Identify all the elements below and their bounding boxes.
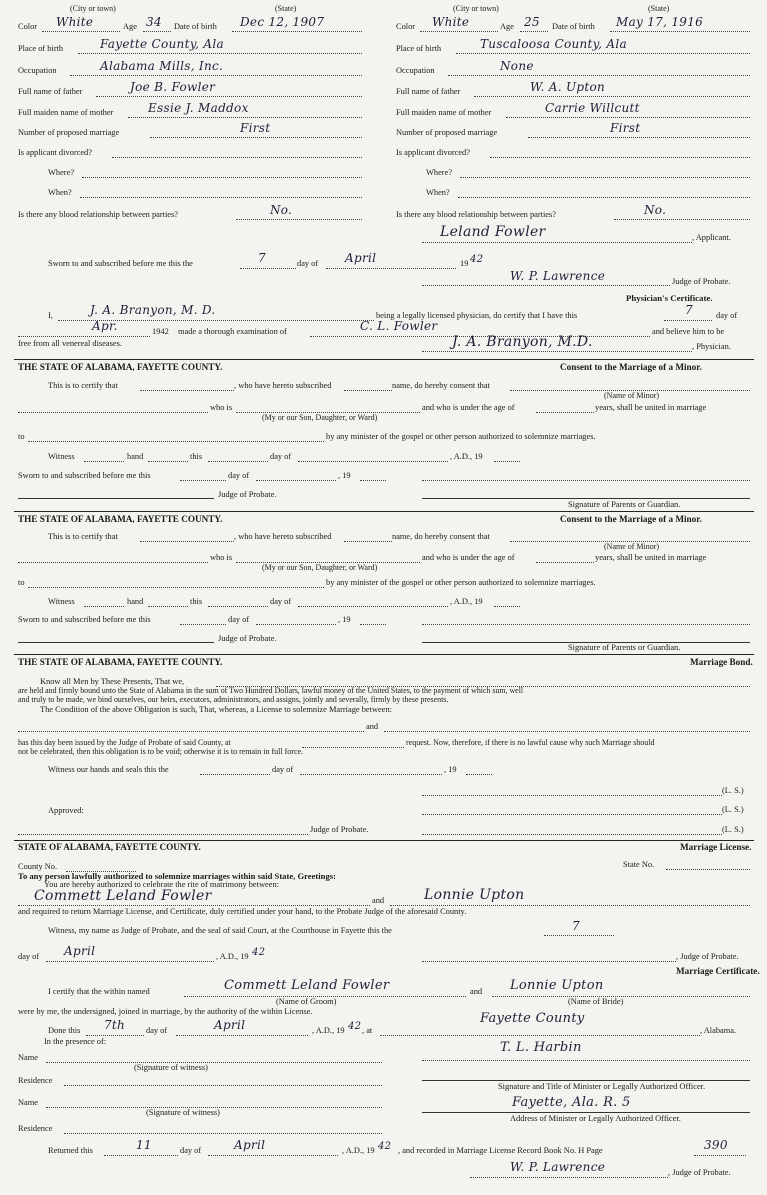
bond-title: Marriage Bond. (690, 657, 753, 667)
physician-sig-label: , Physician. (692, 342, 731, 351)
consent2-l3a: to (18, 578, 25, 587)
groom-blood: No. (270, 203, 293, 217)
consent2-day-of: day of (270, 597, 292, 606)
consent1-l2b: and who is under the age of (422, 403, 515, 412)
physician-day-of: day of (716, 311, 738, 320)
consent2-l1c: name, do hereby consent that (392, 532, 490, 541)
consent2-judge: Judge of Probate. (218, 634, 277, 643)
consent1-19: , 19 (338, 471, 351, 480)
bride-age-label: Age (500, 22, 514, 31)
certificate-witness-caption-2: (Signature of witness) (146, 1108, 220, 1117)
judge-signature-bottom: W. P. Lawrence (510, 1160, 606, 1174)
groom-color-label: Color (18, 22, 38, 31)
certificate-groom-caption: (Name of Groom) (276, 997, 337, 1006)
consent2-l3b: by any minister of the gospel or other person authorized to solemnize marriages. (326, 578, 596, 587)
physician-name: J. A. Branyon, M. D. (90, 303, 216, 317)
bond-p4: The Condition of the above Obligation is such, That, whereas, a License to solemnize Marriage between: (40, 705, 392, 714)
physician-patient: C. L. Fowler (360, 319, 438, 333)
bride-divorced-label: Is applicant divorced? (396, 148, 470, 157)
bond-p3: and truly to be made, we bind ourselves, our heirs, executors, administrators, and assigns, jointly and severally, firmly by these presents. (18, 695, 449, 704)
sworn-year: 42 (470, 254, 484, 265)
bride-where-label: Where? (426, 168, 453, 177)
col-head-city-left: (City or town) (70, 4, 116, 13)
bond-ls-3: (L. S.) (722, 825, 744, 834)
certificate-bride: Lonnie Upton (510, 978, 604, 993)
license-month: April (64, 944, 96, 958)
physician-title: Physician's Certificate. (626, 293, 713, 303)
bond-state: THE STATE OF ALABAMA, FAYETTE COUNTY. (18, 657, 223, 667)
certificate-l1: I certify that the within named (48, 987, 150, 996)
license-l4: Witness, my name as Judge of Probate, and the seal of said Court, at the Courthouse in Fayette this the (48, 926, 392, 935)
consent2-sworn: Sworn to and subscribed before me this (18, 615, 151, 624)
consent2-l1a: This is to certify that (48, 532, 118, 541)
consent2-witness: Witness (48, 597, 75, 606)
consent1-day-of-2: day of (228, 471, 250, 480)
consent1-l2a: who is (210, 403, 233, 412)
consent2-sig-label: Signature of Parents or Guardian. (568, 643, 681, 652)
certificate-ad: , A.D., 19 (312, 1026, 345, 1035)
certificate-residence-2: Residence (18, 1124, 53, 1133)
certificate-and: and (470, 987, 483, 996)
certificate-groom: Commett Leland Fowler (224, 978, 390, 993)
bride-birthplace-label: Place of birth (396, 44, 442, 53)
bride-father: W. A. Upton (530, 80, 606, 94)
license-state: STATE OF ALABAMA, FAYETTE COUNTY. (18, 842, 201, 852)
sworn-day: 7 (258, 251, 266, 265)
groom-age-label: Age (123, 22, 137, 31)
physician-day: 7 (685, 303, 693, 317)
physician-text3: and believe him to be (652, 327, 725, 336)
returned-year: 42 (378, 1141, 392, 1152)
groom-marriage-no-label: Number of proposed marriage (18, 128, 120, 137)
certificate-at: , at (362, 1026, 373, 1035)
groom-mother-label: Full maiden name of mother (18, 108, 114, 117)
groom-father: Joe B. Fowler (130, 80, 216, 94)
consent1-state: THE STATE OF ALABAMA, FAYETTE COUNTY. (18, 362, 223, 372)
returned-label: Returned this (48, 1146, 93, 1155)
judge-signature-top: W. P. Lawrence (510, 269, 606, 283)
bride-mother-label: Full maiden name of mother (396, 108, 492, 117)
consent1-l1c: name, do hereby consent that (392, 381, 490, 390)
consent2-day-of-2: day of (228, 615, 250, 624)
groom-occupation: Alabama Mills, Inc. (100, 59, 224, 73)
consent1-sig-label: Signature of Parents or Guardian. (568, 500, 681, 509)
certificate-month: April (214, 1018, 246, 1032)
groom-birthplace-label: Place of birth (18, 44, 64, 53)
returned-day: 11 (136, 1138, 152, 1152)
bond-p6: not be celebrated, then this obligation is to be void; otherwise it is to remain in full force. (18, 747, 304, 756)
certificate-alabama: , Alabama. (700, 1026, 737, 1035)
certificate-name-2: Name (18, 1098, 38, 1107)
groom-blood-label: Is there any blood relationship between parties? (18, 210, 179, 219)
bride-marriage-no-label: Number of proposed marriage (396, 128, 498, 137)
consent2-title: Consent to the Marriage of a Minor. (560, 514, 702, 524)
consent2-ad: , A.D., 19 (450, 597, 483, 606)
returned-ad: , A.D., 19 (342, 1146, 375, 1155)
consent2-state: THE STATE OF ALABAMA, FAYETTE COUNTY. (18, 514, 223, 524)
bond-ls-1: (L. S.) (722, 786, 744, 795)
physician-text1: being a legally licensed physician, do certify that I have this (376, 311, 578, 320)
bride-color: White (432, 15, 470, 29)
license-bride: Lonnie Upton (424, 887, 525, 903)
address-caption: Address of Minister or Legally Authorized Officer. (510, 1114, 681, 1123)
groom-mother: Essie J. Maddox (148, 101, 249, 115)
license-state-no: State No. (623, 860, 655, 869)
consent2-relation-caption: (My or our Son, Daughter, or Ward) (262, 563, 378, 572)
certificate-name-1: Name (18, 1053, 38, 1062)
consent1-l1a: This is to certify that (48, 381, 118, 390)
bride-dob: May 17, 1916 (616, 15, 704, 29)
bride-father-label: Full name of father (396, 87, 461, 96)
consent2-hand: hand (127, 597, 144, 606)
sworn-prefix: Sworn to and subscribed before me this the (48, 259, 193, 268)
consent2-l2b: and who is under the age of (422, 553, 515, 562)
groom-dob: Dec 12, 1907 (240, 15, 325, 29)
sworn-month: April (345, 251, 377, 265)
groom-occupation-label: Occupation (18, 66, 57, 75)
consent2-l1b: , who have hereto subscribed (234, 532, 332, 541)
consent1-l3a: to (18, 432, 25, 441)
groom-birthplace: Fayette County, Ala (100, 37, 224, 51)
bond-ls-2: (L. S.) (722, 805, 744, 814)
bride-when-label: When? (426, 188, 450, 197)
col-head-city-right: (City or town) (453, 4, 499, 13)
physician-text2: made a thorough examination of (178, 327, 287, 336)
sworn-year-prefix: 19 (460, 259, 469, 268)
bride-mother: Carrie Willcutt (545, 101, 640, 115)
bond-day-of: day of (272, 765, 294, 774)
minister-signature: T. L. Harbin (500, 1040, 582, 1055)
bride-dob-label: Date of birth (552, 22, 595, 31)
judge-label-bottom: , Judge of Probate. (668, 1168, 731, 1177)
applicant-signature: Leland Fowler (440, 224, 546, 240)
groom-when-label: When? (48, 188, 72, 197)
bride-age: 25 (524, 15, 540, 29)
consent1-minor-caption: (Name of Minor) (604, 391, 660, 400)
groom-father-label: Full name of father (18, 87, 83, 96)
consent1-hand: hand (127, 452, 144, 461)
certificate-done: Done this (48, 1026, 81, 1035)
groom-divorced-label: Is applicant divorced? (18, 148, 92, 157)
license-l1: To any person lawfully authorized to solemnize marriages within said State, Greetings: (18, 871, 336, 881)
certificate-place: Fayette County (480, 1011, 585, 1026)
certificate-day: 7th (104, 1018, 126, 1032)
consent1-l1b: , who have hereto subscribed (234, 381, 332, 390)
bond-19: , 19 (444, 765, 457, 774)
physician-i: I, (48, 311, 53, 320)
license-and: and (372, 896, 385, 905)
license-judge: , Judge of Probate. (676, 952, 739, 961)
consent1-this: this (190, 452, 203, 461)
sworn-day-of: day of (297, 259, 319, 268)
consent1-relation-caption: (My or our Son, Daughter, or Ward) (262, 413, 378, 422)
consent1-l2c: years, shall be united in marriage (595, 403, 707, 412)
bride-marriage-no: First (610, 121, 641, 135)
judge-label-top: Judge of Probate. (672, 277, 731, 286)
address-signature: Fayette, Ala. R. 5 (512, 1095, 631, 1110)
license-ad: , A.D., 19 (216, 952, 249, 961)
license-l2: You are hereby authorized to celebrate the rite of matrimony between: (44, 880, 279, 889)
certificate-title: Marriage Certificate. (676, 966, 760, 976)
license-year: 42 (252, 947, 266, 958)
bond-and: and (366, 722, 379, 731)
returned-page: 390 (704, 1138, 728, 1152)
bride-occupation-label: Occupation (396, 66, 435, 75)
consent2-l2a: who is (210, 553, 233, 562)
groom-where-label: Where? (48, 168, 75, 177)
bride-color-label: Color (396, 22, 416, 31)
license-county-no: County No. (18, 862, 58, 871)
physician-month: Apr. (92, 319, 118, 333)
license-title: Marriage License. (680, 842, 752, 852)
minister-caption: Signature and Title of Minister or Legally Authorized Officer. (498, 1082, 706, 1091)
returned-recorded: , and recorded in Marriage License Record Book No. H Page (398, 1146, 603, 1155)
groom-color: White (56, 15, 94, 29)
consent1-day-of: day of (270, 452, 292, 461)
consent1-ad: , A.D., 19 (450, 452, 483, 461)
consent2-l2c: years, shall be united in marriage (595, 553, 707, 562)
bond-p5a: has this day been issued by the Judge of Probate of said County, at (18, 738, 231, 747)
groom-age: 34 (146, 15, 162, 29)
bond-approved: Approved: (48, 806, 84, 815)
consent1-sworn: Sworn to and subscribed before me this (18, 471, 151, 480)
groom-dob-label: Date of birth (174, 22, 217, 31)
consent1-judge: Judge of Probate. (218, 490, 277, 499)
consent1-title: Consent to the Marriage of a Minor. (560, 362, 702, 372)
groom-marriage-no: First (240, 121, 271, 135)
license-day: 7 (572, 919, 580, 933)
bride-birthplace: Tuscaloosa County, Ala (480, 37, 627, 51)
bride-occupation: None (500, 59, 534, 73)
consent2-19: , 19 (338, 615, 351, 624)
physician-year: 1942 (152, 327, 169, 336)
bond-p5b: request. Now, therefore, if there is no lawful cause why such Marriage should (406, 738, 655, 747)
certificate-l2: were by me, the undersigned, joined in marriage, by the authority of the within License. (18, 1007, 313, 1016)
returned-month: April (234, 1138, 266, 1152)
bond-p1: Know all Men by These Presents, That we, (40, 677, 185, 686)
physician-text4: free from all venereal diseases. (18, 339, 122, 348)
certificate-bride-caption: (Name of Bride) (568, 997, 624, 1006)
certificate-residence-1: Residence (18, 1076, 53, 1085)
bride-blood-label: Is there any blood relationship between parties? (396, 210, 557, 219)
bond-p2: are held and firmly bound unto the State of Alabama in the sum of Two Hundred Dollars, lawful money of the United States, to the payment of which sum, well (18, 686, 524, 695)
certificate-presence: In the presence of: (44, 1037, 107, 1046)
consent1-witness: Witness (48, 452, 75, 461)
certificate-day-of: day of (146, 1026, 168, 1035)
returned-day-of: day of (180, 1146, 202, 1155)
bond-witness: Witness our hands and seals this the (48, 765, 169, 774)
bond-judge: Judge of Probate. (310, 825, 369, 834)
certificate-witness-caption-1: (Signature of witness) (134, 1063, 208, 1072)
license-groom: Commett Leland Fowler (34, 888, 212, 904)
consent2-minor-caption: (Name of Minor) (604, 542, 660, 551)
certificate-year: 42 (348, 1021, 362, 1032)
bride-blood: No. (644, 203, 667, 217)
consent2-this: this (190, 597, 203, 606)
applicant-label: , Applicant. (692, 233, 731, 242)
license-day-of: day of (18, 952, 40, 961)
consent1-l3b: by any minister of the gospel or other person authorized to solemnize marriages. (326, 432, 596, 441)
physician-signature: J. A. Branyon, M.D. (452, 334, 593, 350)
col-head-state-right: (State) (648, 4, 670, 13)
col-head-state-left: (State) (275, 4, 297, 13)
license-l3: and required to return Marriage License, and Certificate, duly certified under your hand, to the Probate Judge of the aforesaid County. (18, 907, 467, 916)
